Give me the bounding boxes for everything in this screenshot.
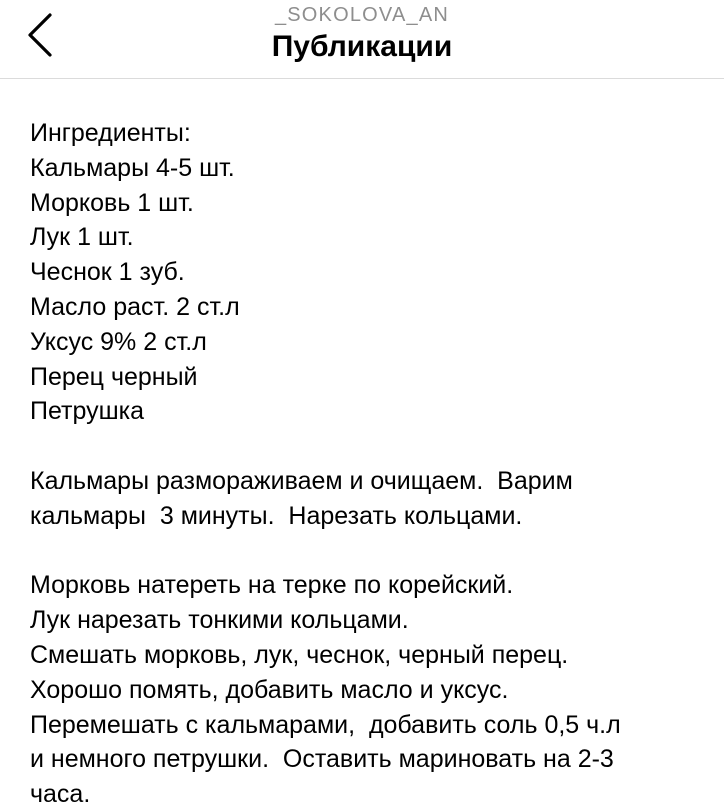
instruction-line: Морковь натереть на терке по корейский. xyxy=(30,571,514,600)
instruction-line: Перемешать с кальмарами, добавить соль 0,5 ч.л xyxy=(30,710,621,739)
ingredient-item: Уксус 9% 2 ст.л xyxy=(30,327,207,356)
instruction-line: кальмары 3 минуты. Нарезать кольцами. xyxy=(30,501,523,530)
instruction-line: и немного петрушки. Оставить мариновать на 2-3 xyxy=(30,745,614,774)
ingredient-item: Лук 1 шт. xyxy=(30,223,134,252)
instruction-line: Лук нарезать тонкими кольцами. xyxy=(30,606,409,635)
ingredient-item: Чеснок 1 зуб. xyxy=(30,258,185,287)
paragraph-gap xyxy=(30,429,716,464)
instruction-line: Смешать морковь, лук, чеснок, черный перец. xyxy=(30,640,569,669)
ingredient-item: Масло раст. 2 ст.л xyxy=(30,292,240,321)
ingredient-item: Кальмары 4-5 шт. xyxy=(30,153,235,182)
paragraph-gap xyxy=(30,534,716,569)
ingredients-heading: Ингредиенты: xyxy=(30,119,191,147)
top-bar xyxy=(0,0,724,79)
ingredient-item: Петрушка xyxy=(30,397,145,426)
page-title: Публикации xyxy=(271,30,453,63)
ingredient-item: Перец черный xyxy=(30,362,198,391)
ingredient-item: Морковь 1 шт. xyxy=(30,188,194,217)
instruction-line: Хорошо помять, добавить масло и уксус. xyxy=(30,675,509,704)
instruction-line: часа. xyxy=(30,780,91,809)
account-username[interactable]: _SOKOLOVA_AN xyxy=(274,4,450,26)
post-caption xyxy=(30,116,716,812)
instruction-line: Кальмары размораживаем и очищаем. Варим xyxy=(30,466,573,495)
